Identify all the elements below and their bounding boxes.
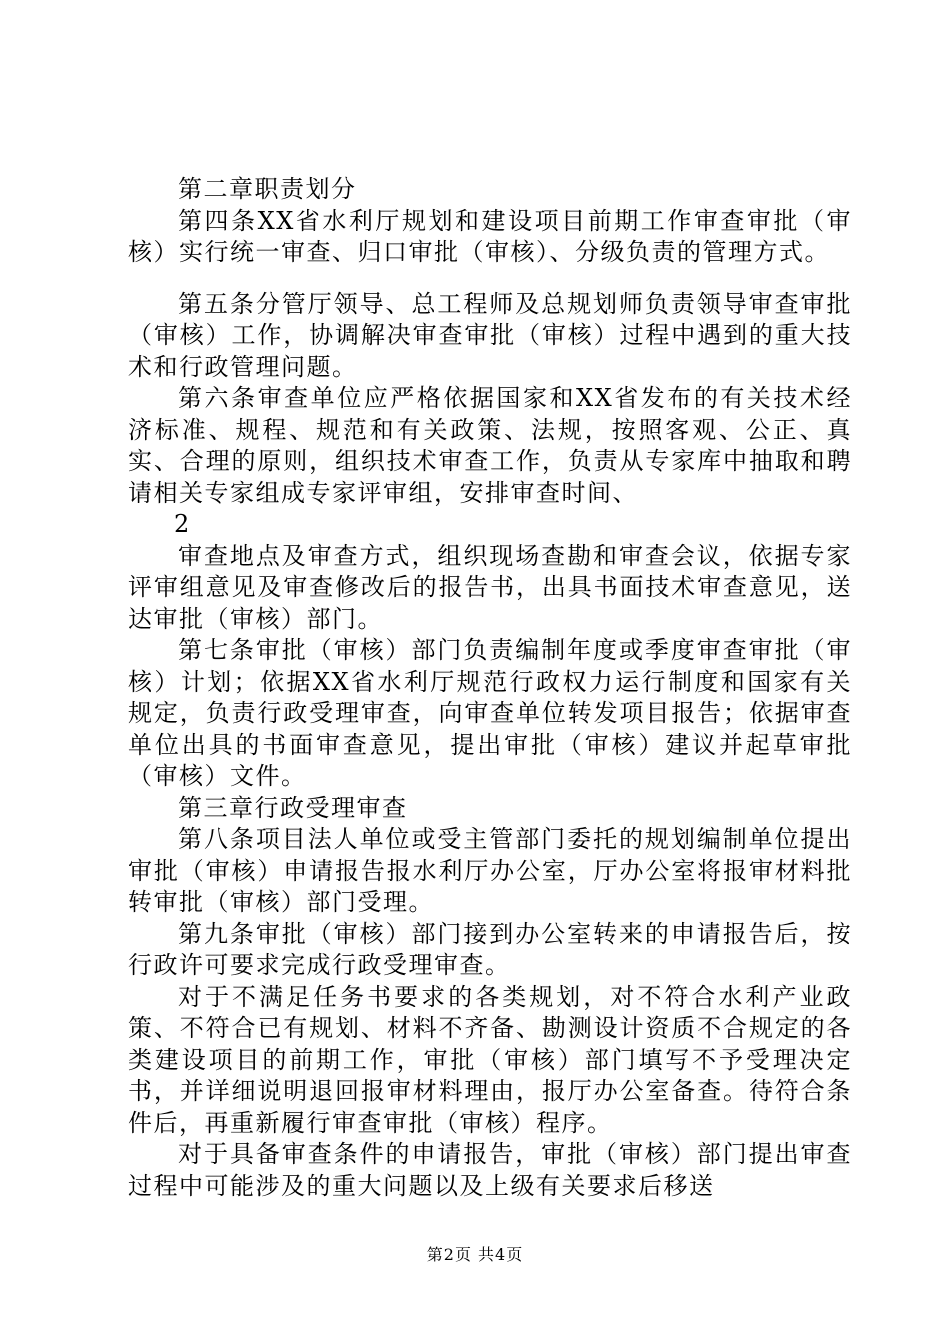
page-footer: 第2页 共4页 <box>426 1245 524 1264</box>
inline-page-number: 2 <box>174 510 190 538</box>
article-7: 第七条审批（审核）部门负责编制年度或季度审查审批（审核）计划；依据XX省水利厅规范行政权力运行制度和国家有关规定，负责行政受理审查，向审查单位转发项目报告；依据审查单位出具的书面审查意见，提出审批（审核）建议并起草审批（审核）文件。 <box>128 636 852 790</box>
chapter-heading-2: 第二章职责划分 <box>178 175 357 203</box>
article-5: 第五条分管厅领导、总工程师及总规划师负责领导审查审批（审核）工作，协调解决审查审批（审核）过程中遇到的重大技术和行政管理问题。 <box>128 289 852 381</box>
article-6: 第六条审查单位应严格依据国家和XX省发布的有关技术经济标准、规程、规范和有关政策、法规，按照客观、公正、真实、合理的原则，组织技术审查工作，负责从专家库中抽取和聘请相关专家组成专家评审组，安排审查时间、 <box>128 384 852 507</box>
article-4: 第四条XX省水利厅规划和建设项目前期工作审查审批（审核）实行统一审查、归口审批（审核）、分级负责的管理方式。 <box>128 206 852 266</box>
article-9-clause-2: 对于具备审查条件的申请报告，审批（审核）部门提出审查过程中可能涉及的重大问题以及上级有关要求后移送 <box>128 1140 852 1200</box>
article-9-clause-1: 对于不满足任务书要求的各类规划，对不符合水利产业政策、不符合已有规划、材料不齐备、勘测设计资质不合规定的各类建设项目的前期工作，审批（审核）部门填写不予受理决定书，并详细说明退回报审材料理由，报厅办公室备查。待符合条件后，再重新履行审查审批（审核）程序。 <box>128 982 852 1137</box>
chapter-heading-3: 第三章行政受理审查 <box>178 793 408 822</box>
document-body <box>128 174 852 1202</box>
article-8: 第八条项目法人单位或受主管部门委托的规划编制单位提出审批（审核）申请报告报水利厅办公室，厅办公室将报审材料批转审批（审核）部门受理。 <box>128 825 852 916</box>
article-9: 第九条审批（审核）部门接到办公室转来的申请报告后，按行政许可要求完成行政受理审查。 <box>128 919 852 979</box>
article-6-continued: 审查地点及审查方式，组织现场查勘和审查会议，依据专家评审组意见及审查修改后的报告书，出具书面技术审查意见，送达审批（审核）部门。 <box>128 541 852 633</box>
paragraph-gap <box>128 269 852 289</box>
